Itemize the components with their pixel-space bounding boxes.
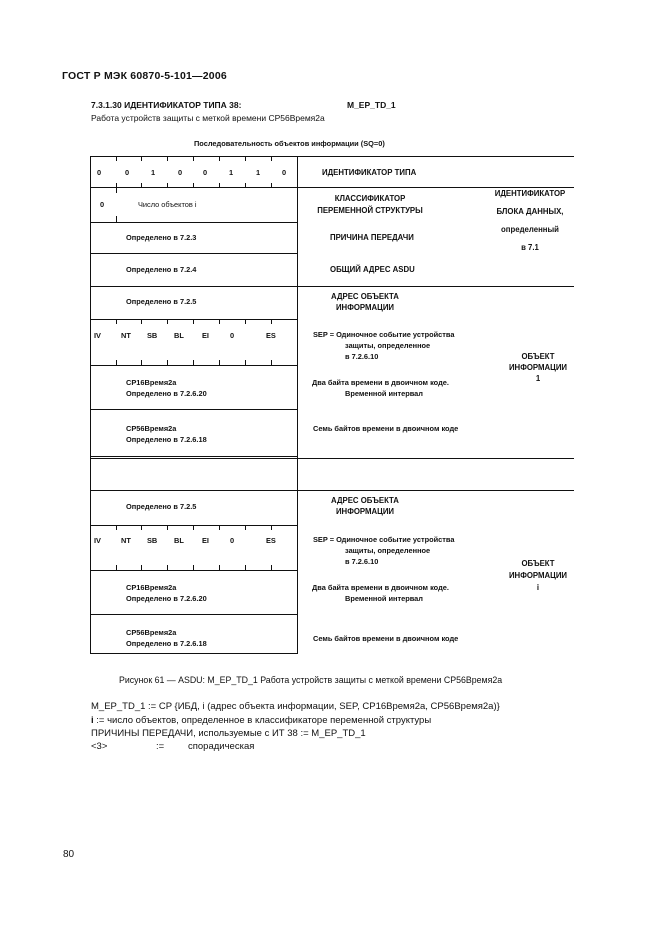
cp56-desc-i: Семь байтов времени в двоичном коде <box>313 634 459 643</box>
ioa-label-ib: ИНФОРМАЦИИ <box>335 507 395 516</box>
sep-flag-es: ES <box>266 331 276 340</box>
dui-label-4: в 7.1 <box>521 243 539 252</box>
objecti-label-1: ОБЪЕКТ <box>521 559 555 568</box>
dui-label-2: БЛОКА ДАННЫХ, <box>496 207 564 216</box>
bit-3: 1 <box>229 168 234 177</box>
ioa-defined-1: Определено в 7.2.5 <box>126 297 197 306</box>
cp16-desc-1a: Два байта времени в двоичном коде. <box>312 378 449 387</box>
cot-assign: := <box>156 741 165 752</box>
cot-defined: Определено в 7.2.3 <box>126 233 197 242</box>
sep-flag-iv-i: IV <box>94 536 101 545</box>
count-text: := число объектов, определенное в классификаторе переменной структуры <box>93 715 432 726</box>
bit-1: 0 <box>282 168 287 177</box>
sep-flag-nt: NT <box>121 331 131 340</box>
vsq-label-2: ПЕРЕМЕННОЙ СТРУКТУРЫ <box>317 206 423 215</box>
sep-desc-1a: SEP = Одиночное событие устройства <box>313 330 455 339</box>
sep-desc-ic: в 7.2.6.10 <box>345 557 379 566</box>
objecti-label-3: i <box>536 583 540 592</box>
objecti-label-2: ИНФОРМАЦИИ <box>508 571 568 580</box>
vsq-count-label: Число объектов i <box>138 200 197 209</box>
ioa-label-1a: АДРЕС ОБЪЕКТА <box>331 292 399 301</box>
sep-flag-iv: IV <box>94 331 101 340</box>
object1-label-3: 1 <box>535 374 541 383</box>
section-subtitle: Работа устройств защиты с меткой времени СР56Время2а <box>91 113 325 123</box>
bit-6: 1 <box>151 168 156 177</box>
vsq-sq-bit: 0 <box>100 200 105 209</box>
common-address-defined: Определено в 7.2.4 <box>126 265 197 274</box>
ioa-defined-i: Определено в 7.2.5 <box>126 502 197 511</box>
sep-flag-ei-i: EI <box>202 536 209 545</box>
cp16-def-i: Определено в 7.2.6.20 <box>126 594 207 603</box>
common-address-label: ОБЩИЙ АДРЕС ASDU <box>330 265 415 274</box>
cp16-desc-ia: Два байта времени в двоичном коде. <box>312 583 449 592</box>
section-title: 7.3.1.30 ИДЕНТИФИКАТОР ТИПА 38: <box>91 100 242 110</box>
vsq-label-1: КЛАССИФИКАТОР <box>334 194 406 203</box>
cot-label: ПРИЧИНА ПЕРЕДАЧИ <box>330 233 414 242</box>
sep-flag-es-i: ES <box>266 536 276 545</box>
figure-caption: Рисунок 61 — ASDU: M_EP_TD_1 Работа устройств защиты с меткой времени СР56Время2а <box>119 675 503 685</box>
bit-8: 0 <box>97 168 102 177</box>
cp16-title-i: СР16Время2а <box>126 583 177 592</box>
cot-line: ПРИЧИНЫ ПЕРЕДАЧИ, используемые с ИТ 38 := M_EP_TD_1 <box>91 728 366 739</box>
cp16-desc-ib: Временной интервал <box>345 594 423 603</box>
dui-label-1: ИДЕНТИФИКАТОР <box>494 189 566 198</box>
document-header: ГОСТ Р МЭК 60870-5-101—2006 <box>62 70 227 82</box>
type-id-label: ИДЕНТИФИКАТОР ТИПА <box>322 168 417 177</box>
object1-label-2: ИНФОРМАЦИИ <box>508 363 568 372</box>
bit-5: 0 <box>178 168 183 177</box>
cp56-title-1: СР56Время2а <box>126 424 177 433</box>
cp56-title-i: СР56Время2а <box>126 628 177 637</box>
figure-title: Последовательность объектов информации (SQ=0) <box>194 139 385 148</box>
page-number: 80 <box>63 849 75 860</box>
sep-desc-ib: защиты, определенное <box>345 546 431 555</box>
cp16-title-1: СР16Время2а <box>126 378 177 387</box>
cot-code: <3> <box>91 741 108 752</box>
definition-line: M_EP_TD_1 := CP {ИБД, i (адрес объекта информации, SEP, CP16Время2а, CP56Время2а)} <box>91 701 500 712</box>
ioa-label-1b: ИНФОРМАЦИИ <box>335 303 395 312</box>
sep-desc-ia: SEP = Одиночное событие устройства <box>313 535 455 544</box>
ioa-label-ia: АДРЕС ОБЪЕКТА <box>331 496 399 505</box>
cp56-def-i: Определено в 7.2.6.18 <box>126 639 207 648</box>
cp16-desc-1b: Временной интервал <box>345 389 423 398</box>
bit-7: 0 <box>125 168 130 177</box>
sep-flag-ei: EI <box>202 331 209 340</box>
dui-label-3: определенный <box>501 225 559 234</box>
sep-desc-1c: в 7.2.6.10 <box>345 352 379 361</box>
cot-sporadic: спорадическая <box>188 741 255 752</box>
sep-flag-zero-i: 0 <box>230 536 235 545</box>
count-symbol: i <box>91 715 94 726</box>
sep-flag-nt-i: NT <box>121 536 131 545</box>
type-id-code: M_EP_TD_1 <box>347 100 396 110</box>
bit-2: 1 <box>256 168 261 177</box>
cp56-desc-1: Семь байтов времени в двоичном коде <box>313 424 459 433</box>
bit-4: 0 <box>203 168 208 177</box>
cp16-def-1: Определено в 7.2.6.20 <box>126 389 207 398</box>
sep-flag-zero: 0 <box>230 331 235 340</box>
sep-flag-bl: BL <box>174 331 184 340</box>
sep-flag-bl-i: BL <box>174 536 184 545</box>
sep-flag-sb-i: SB <box>147 536 158 545</box>
cp56-def-1: Определено в 7.2.6.18 <box>126 435 207 444</box>
sep-flag-sb: SB <box>147 331 158 340</box>
sep-desc-1b: защиты, определенное <box>345 341 431 350</box>
count-line <box>91 715 431 726</box>
object1-label-1: ОБЪЕКТ <box>521 352 555 361</box>
